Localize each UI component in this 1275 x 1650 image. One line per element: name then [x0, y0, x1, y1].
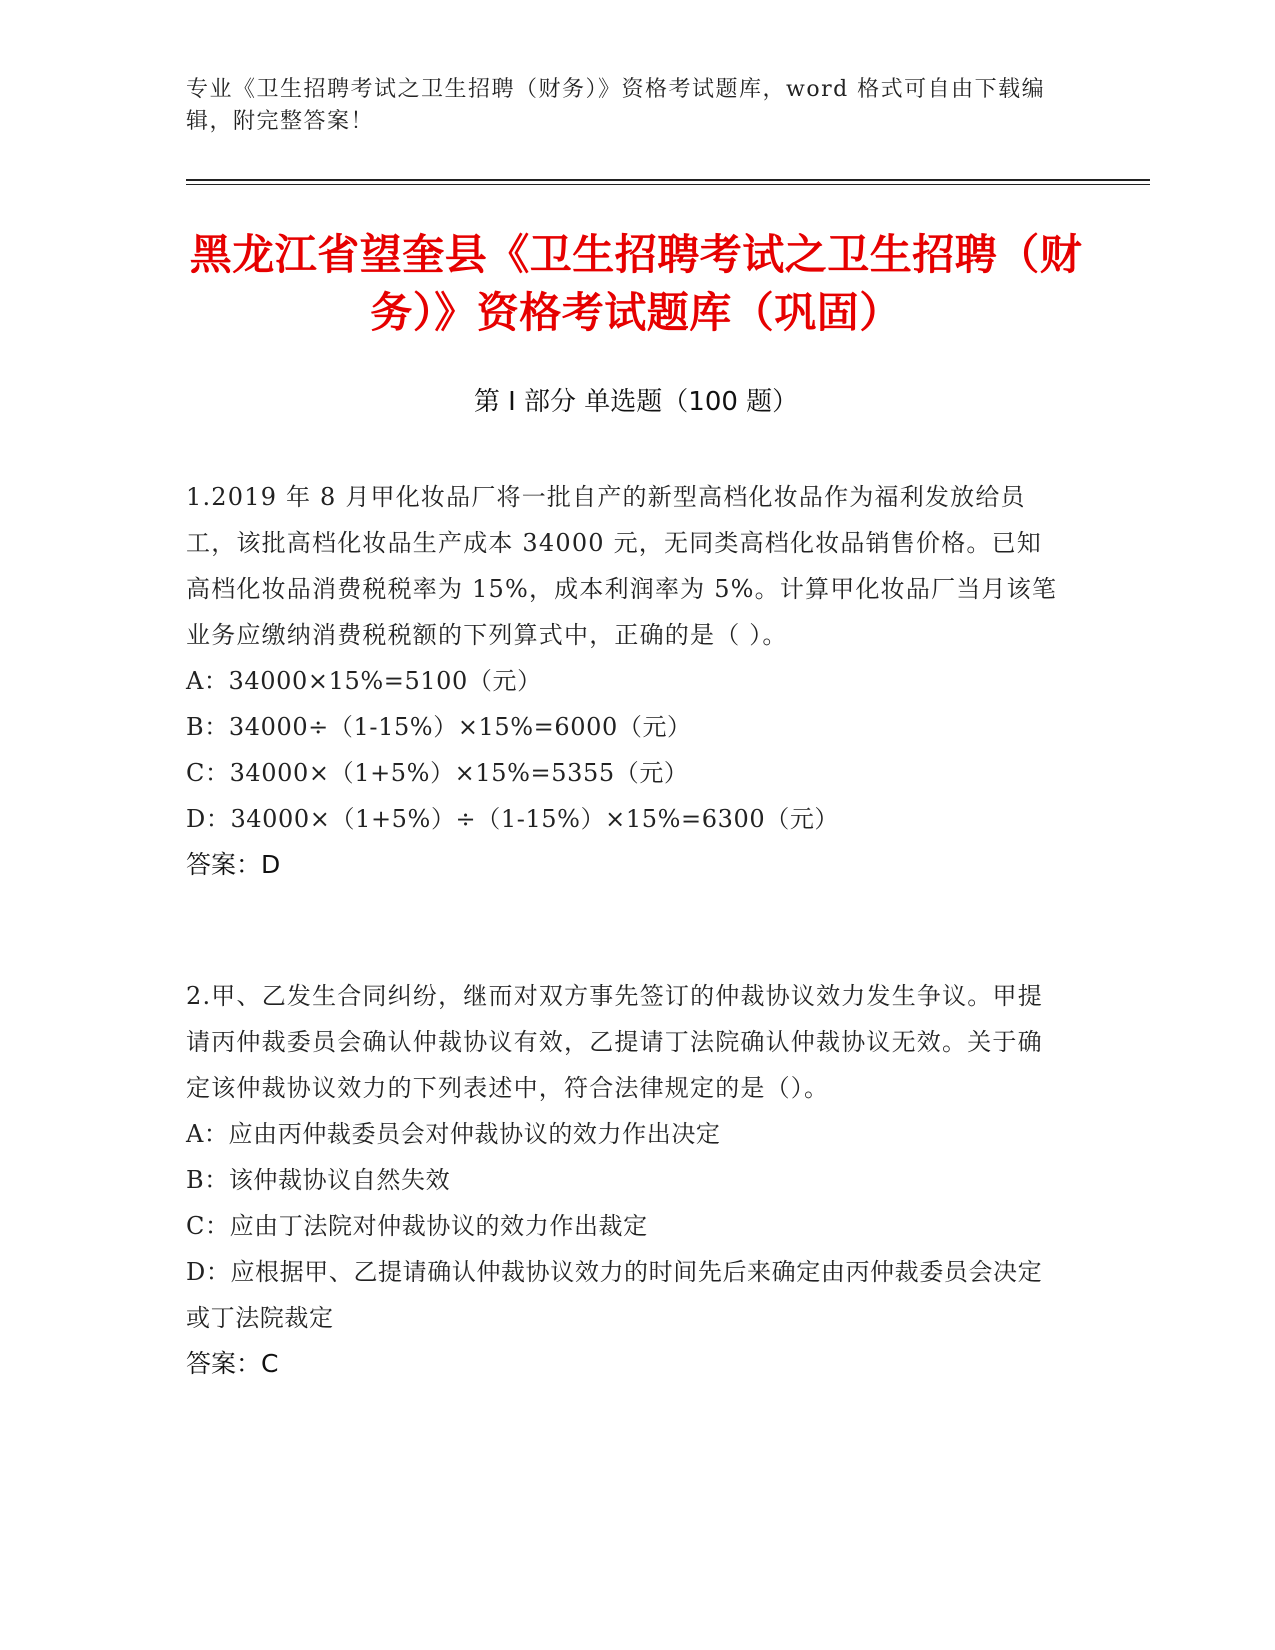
question-2-option-d: D：应根据甲、乙提请确认仲裁协议效力的时间先后来确定由丙仲裁委员会决定或丁法院裁定: [186, 1258, 1043, 1332]
header-rule-thin: [186, 184, 1150, 185]
question-1-option-c: C：34000×（1+5%）×15%=5355（元）: [186, 759, 689, 787]
question-1-answer: 答案：D: [186, 850, 281, 879]
question-2-stem: 2.甲、乙发生合同纠纷，继而对双方事先签订的仲裁协议效力发生争议。甲提请丙仲裁委员会确认仲裁协议有效，乙提请丁法院确认仲裁协议无效。关于确定该仲裁协议效力的下列表述中，符合法律规定的是（）。: [186, 982, 1043, 1102]
question-2-answer: 答案：C: [186, 1349, 279, 1378]
header-note: 专业《卫生招聘考试之卫生招聘（财务）》资格考试题库，word 格式可自由下载编辑，附完整答案！: [186, 77, 1046, 134]
question-2-option-a: A：应由丙仲裁委员会对仲裁协议的效力作出决定: [186, 1120, 721, 1148]
question-1: [186, 474, 1066, 888]
section-heading: 第 I 部分 单选题（100 题）: [473, 387, 799, 417]
document-title: 黑龙江省望奎县《卫生招聘考试之卫生招聘（财务）》资格考试题库（巩固）: [189, 230, 1083, 337]
question-2: [186, 973, 1066, 1387]
question-1-options: [186, 658, 1066, 842]
question-1-option-a: A：34000×15%=5100（元）: [186, 667, 542, 695]
question-1-stem: 1.2019 年 8 月甲化妆品厂将一批自产的新型高档化妆品作为福利发放给员工，该批高档化妆品生产成本 34000 元，无同类高档化妆品销售价格。已知高档化妆品消费税税率为 15%，成本利润率为 5%。计算甲化妆品厂当月该笔业务应缴纳消费税税额的下列算式中，正确的是（ ）。: [186, 483, 1058, 649]
question-2-option-c: C：应由丁法院对仲裁协议的效力作出裁定: [186, 1212, 648, 1240]
question-1-option-d: D：34000×（1+5%）÷（1-15%）×15%=6300（元）: [186, 805, 840, 833]
question-1-option-b: B：34000÷（1-15%）×15%=6000（元）: [186, 713, 692, 741]
question-2-options: [186, 1111, 1066, 1341]
question-2-option-b: B：该仲裁协议自然失效: [186, 1166, 451, 1194]
header-rule-thick: [186, 179, 1150, 181]
